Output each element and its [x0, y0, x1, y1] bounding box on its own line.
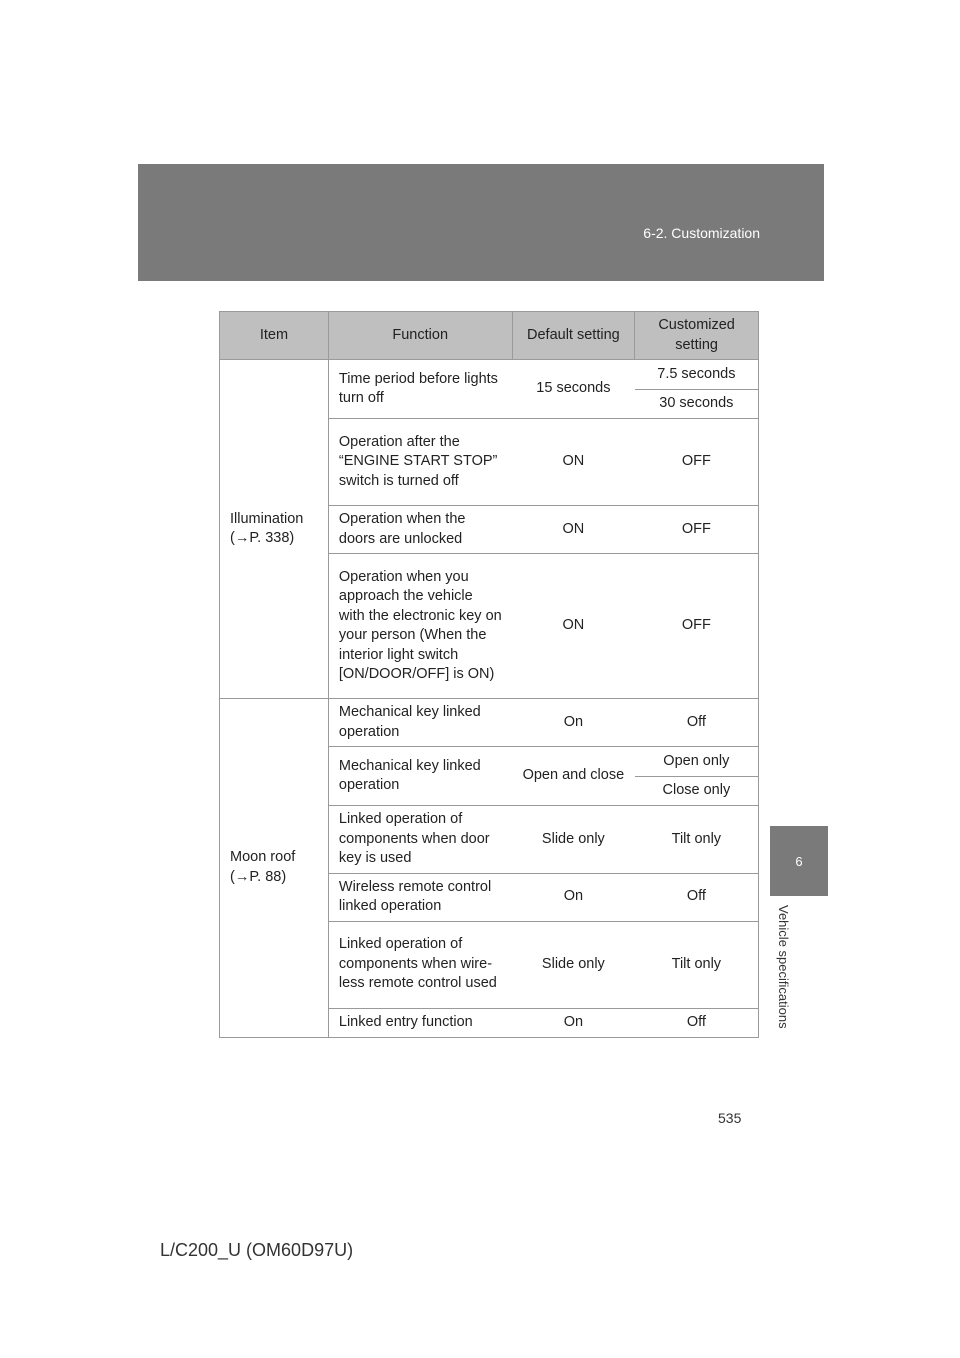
custom-cell: Off	[635, 699, 759, 747]
default-cell: Slide only	[512, 921, 635, 1008]
custom-cell: OFF	[635, 506, 759, 554]
chapter-tab	[770, 826, 828, 896]
function-cell: Mechanical key linked operation	[328, 699, 512, 747]
custom-cell: Off	[635, 1008, 759, 1037]
default-cell: ON	[512, 419, 635, 506]
chapter-label: Vehicle specifications	[776, 905, 791, 1029]
function-cell: Linked operation of components when door key is used	[328, 806, 512, 874]
table-row	[220, 699, 759, 747]
function-cell: Operation when you approach the vehicle with the electronic key on your person (When the interior light switch [ON/DOOR/OFF] is ON)	[328, 554, 512, 699]
default-cell: On	[512, 873, 635, 921]
default-cell: 15 seconds	[512, 360, 635, 419]
page-number: 535	[718, 1110, 742, 1126]
function-cell: Wireless remote control linked operation	[328, 873, 512, 921]
item-illumination: Illumination (→P. 338)	[220, 360, 329, 699]
function-cell: Operation when the doors are unlocked	[328, 506, 512, 554]
custom-cell: Close only	[635, 776, 759, 806]
function-cell: Operation after the “ENGINE START STOP” switch is turned off	[328, 419, 512, 506]
header-band	[138, 164, 824, 281]
default-cell: On	[512, 1008, 635, 1037]
function-cell: Time period before lights turn off	[328, 360, 512, 419]
custom-cell: 7.5 seconds	[635, 360, 759, 390]
header-function: Function	[328, 312, 512, 360]
custom-cell: Tilt only	[635, 921, 759, 1008]
default-cell: ON	[512, 554, 635, 699]
function-cell: Linked entry function	[328, 1008, 512, 1037]
chapter-number: 6	[795, 853, 803, 869]
header-item: Item	[220, 312, 329, 360]
default-cell: Slide only	[512, 806, 635, 874]
custom-cell: Open only	[635, 747, 759, 777]
document-code: L/C200_U (OM60D97U)	[160, 1240, 354, 1260]
custom-cell: OFF	[635, 419, 759, 506]
header-customized: Customized setting	[635, 312, 759, 360]
function-cell: Linked operation of components when wire-less remote control used	[328, 921, 512, 1008]
custom-cell: 30 seconds	[635, 389, 759, 419]
table-header-row	[220, 312, 759, 360]
function-cell: Mechanical key linked operation	[328, 747, 512, 806]
section-title: 6-2. Customization	[643, 225, 760, 241]
custom-cell: Off	[635, 873, 759, 921]
custom-cell: OFF	[635, 554, 759, 699]
default-cell: On	[512, 699, 635, 747]
default-cell: ON	[512, 506, 635, 554]
item-moon-roof: Moon roof (→P. 88)	[220, 699, 329, 1038]
default-cell: Open and close	[512, 747, 635, 806]
customization-table	[219, 311, 759, 1038]
header-default: Default setting	[512, 312, 635, 360]
custom-cell: Tilt only	[635, 806, 759, 874]
table-row	[220, 360, 759, 390]
